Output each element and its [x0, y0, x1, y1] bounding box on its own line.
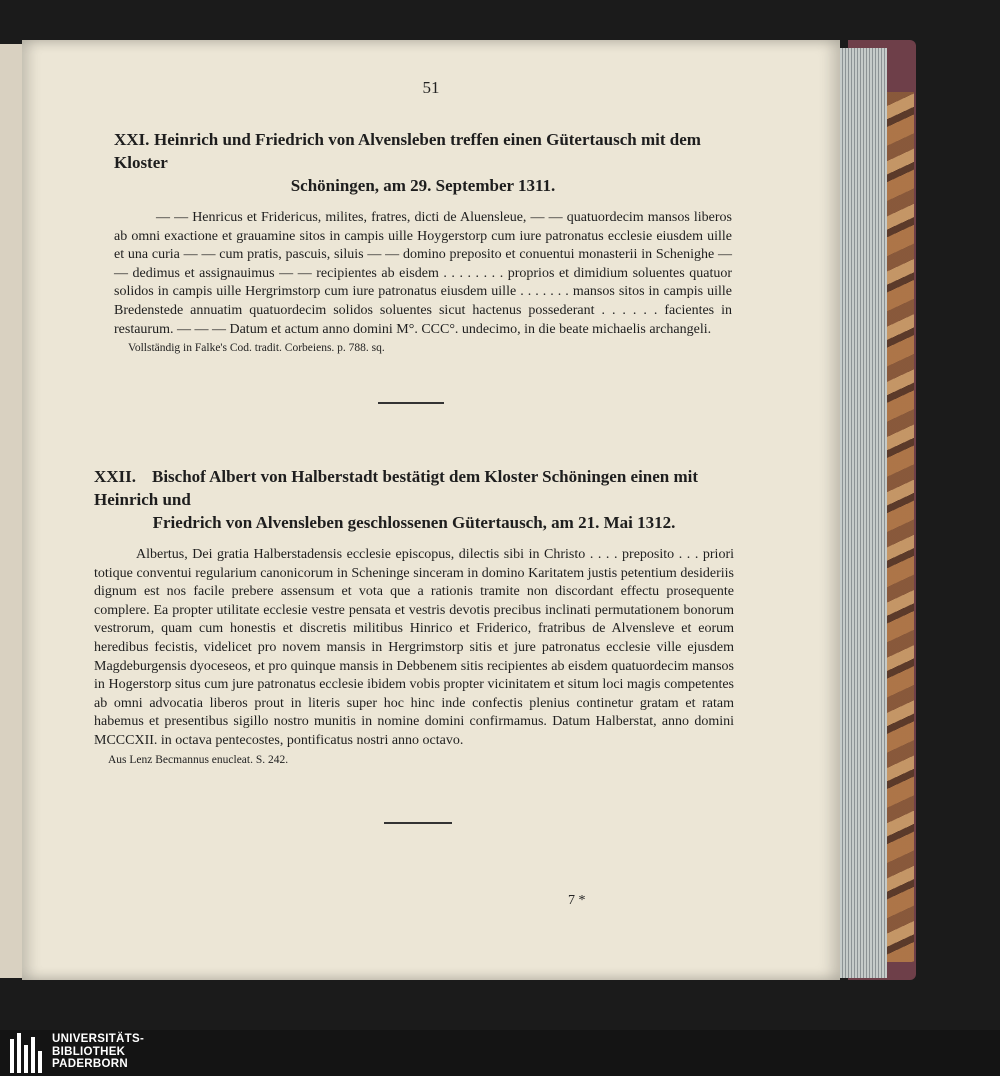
page-edges [838, 48, 887, 978]
charter-text: — — Henricus et Fridericus, milites, fratres, dicti de Aluensleue, — — quatuordecim mansos liberos ab omni exactione et grauamine sitos in campis uille Hoygerstorp cum iure patronatus ecclesie eiusdem uille et una curia — — cum pratis, pascuis, siluis — — domino preposito et conuentui monasterii in Schenighe — — dedimus et assignauimus — — recipientes ab eisdem . . . . . . . . proprios et dimidium soluentes quatuor solidos in campis uille Hergrimstorp cum iure patronatus eiusdem uille . . . . . . . mansos sitos in campis uille Bredenstede annuatim quatuordecim solidos soluentes sicut hactenus possederant . . . . . . facientes in restaurum. — — — Datum et actum anno domini M°. CCC°. undecimo, in die beate michaelis archangeli. [114, 210, 732, 337]
section-title-line1: Heinrich und Friedrich von Alvensleben treffen einen Gütertausch mit dem Kloster [114, 130, 701, 172]
library-name-line3: PADERBORN [52, 1058, 128, 1071]
library-logo-icon [10, 1033, 46, 1073]
library-name-line2: BIBLIOTHEK [52, 1045, 126, 1058]
section-divider [384, 822, 452, 824]
marbled-edge [884, 92, 914, 962]
document-section-xxi [114, 128, 732, 354]
left-page-edge [0, 44, 24, 978]
section-divider [378, 402, 444, 404]
section-heading [114, 128, 732, 197]
section-body [114, 209, 732, 339]
section-number: XXI. [114, 130, 150, 149]
section-heading [94, 465, 734, 534]
section-title-line2: Schöningen, am 29. September 1311. [290, 176, 556, 195]
section-title-line1: Bischof Albert von Halberstadt bestätigt dem Kloster Schöningen einen mit Heinrich und [94, 467, 699, 509]
signature-mark: 7 * [568, 893, 586, 908]
source-citation: Aus Lenz Becmannus enucleat. S. 242. [108, 753, 289, 766]
source-citation: Vollständig in Falke's Cod. tradit. Corbeiens. p. 788. sq. [128, 342, 385, 355]
library-name-line1: UNIVERSITÄTS- [52, 1033, 145, 1045]
section-body [94, 546, 734, 751]
scanned-page [22, 40, 840, 980]
section-title-line2: Friedrich von Alvensleben geschlossenen Gütertausch, am 21. Mai 1312. [152, 513, 676, 532]
charter-text: Albertus, Dei gratia Halberstadensis ecclesie episcopus, dilectis sibi in Christo . . . . preposito . . . priori totique conventui regularium canonicorum in Scheninge sinceram in domino Karitatem justis petentium desideriis dignum est nos facile prebere assensum et vota que a rationis tramite non discordant effectu prosequente complere. Ea propter utilitate ecclesie vestre pensata et vestris devotis precibus inclinati permutationem bonorum vestrorum, quam cum honestis et discretis militibus Hinrico et Friderico, fratribus de Alvensleve et eorum heredibus fecistis, videlicet pro novem mansis in Hergrimstorp sitis et jure patronatus ecclesie ville ejusdem Magdeburgensis dyocesеos, et pro quinque mansis in Debbenem sitis recipientes ab eisdem quatuordecim mansos in Hogerstorp situs cum jure patronatus ecclesie ibidem vobis propter vicinitatem et situm loci magis competentes ab omni advocatia liberos prout in literis super hoc hinc inde confectis plenius continetur gratam et ratam habemus et presentibus sigillo nostro munitis in nomine domini confirmamus. Datum Halberstat, anno domini MCCCXII. in octava pentecostes, pontificatus nostri anno octavo. [94, 547, 734, 748]
page-number: 51 [422, 78, 440, 97]
library-footer [0, 1030, 1000, 1076]
document-section-xxii [94, 465, 734, 766]
section-number: XXII. [94, 467, 137, 486]
library-name [52, 1033, 144, 1071]
